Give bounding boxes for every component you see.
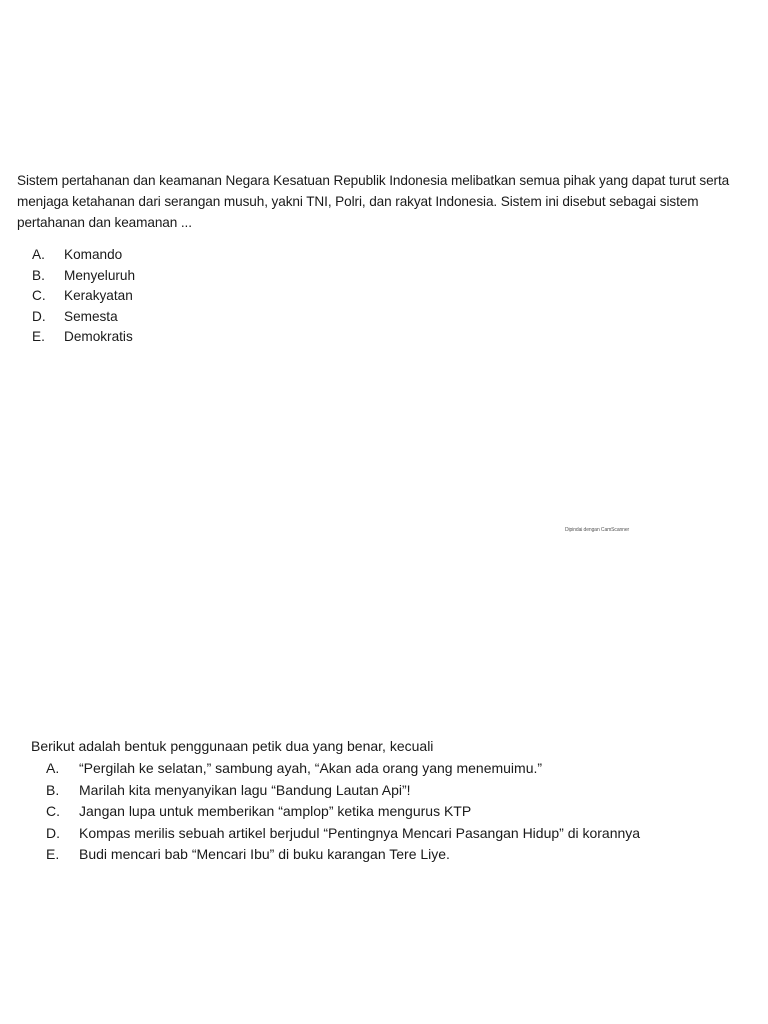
scanner-watermark: Dipindai dengan CamScanner (565, 527, 630, 533)
question-2-stem: Berikut adalah bentuk penggunaan petik dua yang benar, kecuali (31, 738, 434, 754)
option-c (46, 801, 751, 823)
option-letter: B. (32, 267, 45, 283)
option-letter: C. (46, 803, 60, 819)
question-1-stem: Sistem pertahanan dan keamanan Negara Kesatuan Republik Indonesia melibatkan semua pihak yang dapat turut serta menjaga ketahanan dari serangan musuh, yakni TNI, Polri, dan rakyat Indonesia. Sistem ini disebut sebagai sistem pertahanan dan keamanan ... (17, 173, 730, 230)
option-text: Menyeluruh (64, 267, 136, 283)
option-letter: C. (32, 288, 46, 303)
option-letter: D. (46, 824, 60, 841)
option-text: Jangan lupa untuk memberikan “amplop” ketika mengurus KTP (79, 803, 472, 819)
option-a (32, 245, 745, 266)
question-1-options (17, 245, 745, 348)
option-letter: E. (32, 329, 45, 344)
option-text: Demokratis (64, 329, 133, 344)
option-text: Kerakyatan (64, 288, 133, 303)
option-letter: E. (46, 846, 60, 862)
option-text: “Pergilah ke selatan,” sambung ayah, “Akan ada orang yang menemuimu.” (79, 760, 543, 776)
option-b (32, 266, 745, 287)
option-text: Semesta (64, 308, 118, 324)
option-text: Marilah kita menyanyikan lagu “Bandung Lautan Api”! (79, 781, 411, 798)
option-letter: A. (46, 760, 60, 776)
option-b (46, 780, 751, 802)
option-text: Kompas merilis sebuah artikel berjudul “Pentingnya Mencari Pasangan Hidup” di korannya (79, 824, 641, 841)
option-e (46, 844, 751, 866)
option-letter: D. (32, 308, 46, 324)
option-d (32, 307, 745, 328)
question-2 (31, 736, 751, 866)
question-1 (17, 170, 745, 348)
question-2-options (31, 758, 751, 866)
option-d (46, 823, 751, 845)
option-text: Budi mencari bab “Mencari Ibu” di buku karangan Tere Liye. (79, 846, 450, 862)
option-text: Komando (64, 247, 123, 262)
option-c (32, 286, 745, 307)
option-letter: B. (46, 781, 60, 798)
option-letter: A. (32, 247, 45, 262)
option-e (32, 327, 745, 348)
option-a (46, 758, 751, 780)
